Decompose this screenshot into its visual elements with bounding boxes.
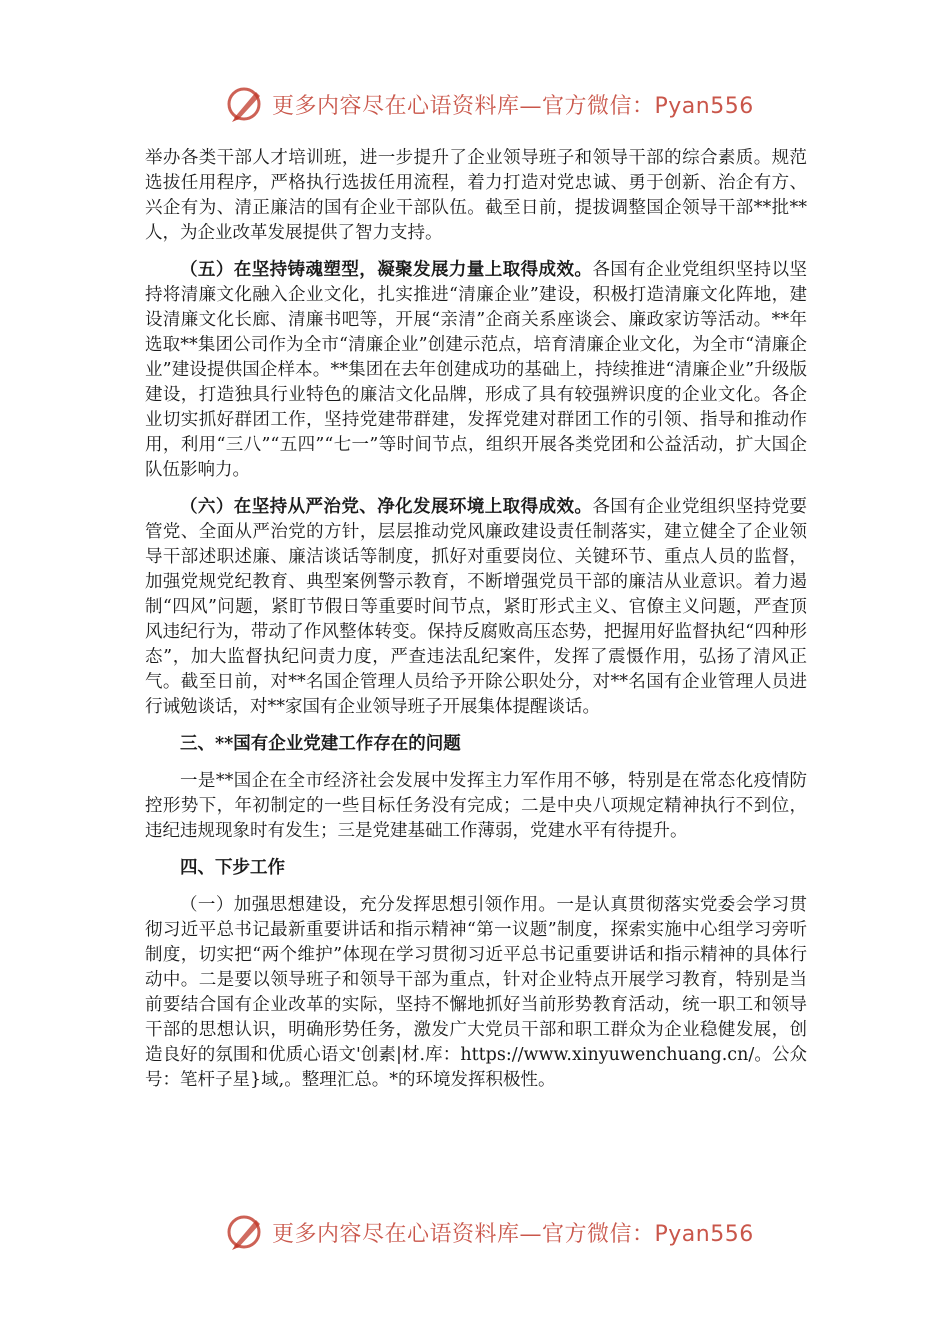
watermark-banner-bottom — [226, 1210, 754, 1254]
pen-logo-icon — [226, 84, 266, 124]
paragraph: （六）在坚持从严治党、净化发展环境上取得成效。各国有企业党组织坚持党要管党、全面从严治党的方针，层层推动党风廉政建设责任制落实，建立健全了企业领导干部述职述廉、廉洁谈话等制度，抓好对重要岗位、关键环节、重点人员的监督，加强党规党纪教育、典型案例警示教育，不断增强党员干部的廉洁从业意识。着力遏制“四风”问题，紧盯节假日等重要时间节点，紧盯形式主义、官僚主义问题，严查顶风违纪行为，带动了作风整体转变。保持反腐败高压态势，把握用好监督执纪“四种形态”，加大监督执纪问责力度，严查违法乱纪案件，发挥了震慑作用，弘扬了清风正气。截至日前，对**名国企管理人员给予开除公职处分，对**名国有企业管理人员进行诫勉谈话，对**家国有企业领导班子开展集体提醒谈话。 — [145, 497, 808, 717]
wechat-id: Pyan556 — [654, 1221, 754, 1247]
paragraph: 一是**国企在全市经济社会发展中发挥主力军作用不够，特别是在常态化疫情防控形势下，年初制定的一些目标任务没有完成；二是中央八项规定精神执行不到位，违纪违规现象时有发生；三是党建基础工作薄弱，党建水平有待提升。 — [145, 771, 807, 841]
pen-logo-icon — [226, 1212, 266, 1252]
section-heading: （六）在坚持从严治党、净化发展环境上取得成效。 — [180, 497, 593, 517]
watermark-banner-top — [226, 82, 754, 126]
watermark-text: 更多内容尽在心语资料库—官方微信：Pyan556 — [272, 93, 754, 119]
chapter-heading: 三、**国有企业党建工作存在的问题 — [180, 734, 461, 754]
document-body — [145, 146, 807, 1105]
wechat-id: Pyan556 — [654, 93, 754, 119]
paragraph: （五）在坚持铸魂塑型，凝聚发展力量上取得成效。各国有企业党组织坚持以坚持将清廉文化融入企业文化，扎实推进“清廉企业”建设，积极打造清廉文化阵地，建设清廉文化长廊、清廉书吧等，开展“亲清”企商关系座谈会、廉政家访等活动。**年选取**集团公司作为全市“清廉企业”创建示范点，培育清廉企业文化，为全市“清廉企业”建设提供国企样本。**集团在去年创建成功的基础上，持续推进“清廉企业”升级版建设，打造独具行业特色的廉洁文化品牌，形成了具有较强辨识度的企业文化。各企业切实抓好群团工作，坚持党建带群建，发挥党建对群团工作的引领、指导和推动作用，利用“三八”“五四”“七一”等时间节点，组织开展各类党团和公益活动，扩大国企队伍影响力。 — [145, 260, 808, 480]
chapter-heading: 四、下步工作 — [180, 858, 285, 878]
paragraph: （一）加强思想建设，充分发挥思想引领作用。一是认真贯彻落实党委会学习贯彻习近平总书记最新重要讲话和指示精神“第一议题”制度，探索实施中心组学习旁听制度，切实把“两个维护”体现在学习贯彻习近平总书记重要讲话和指示精神的具体行动中。二是要以领导班子和领导干部为重点，针对企业特点开展学习教育，特别是当前要结合国有企业改革的实际，坚持不懈地抓好当前形势教育活动，统一职工和领导干部的思想认识，明确形势任务，激发广大党员干部和职工群众为企业稳健发展，创造良好的氛围和优质心语文'创素|材.库：https://www.xinyuwenchuang.cn/。公众号：笔杆子星}域,。整理汇总。*的环境发挥积极性。 — [145, 895, 807, 1090]
section-heading: （五）在坚持铸魂塑型，凝聚发展力量上取得成效。 — [180, 260, 593, 280]
paragraph: 举办各类干部人才培训班，进一步提升了企业领导班子和领导干部的综合素质。规范选拔任用程序，严格执行选拔任用流程，着力打造对党忠诚、勇于创新、治企有方、兴企有为、清正廉洁的国有企业干部队伍。截至日前，提拔调整国企领导干部**批**人，为企业改革发展提供了智力支持。 — [145, 148, 807, 243]
watermark-text: 更多内容尽在心语资料库—官方微信：Pyan556 — [272, 1221, 754, 1247]
